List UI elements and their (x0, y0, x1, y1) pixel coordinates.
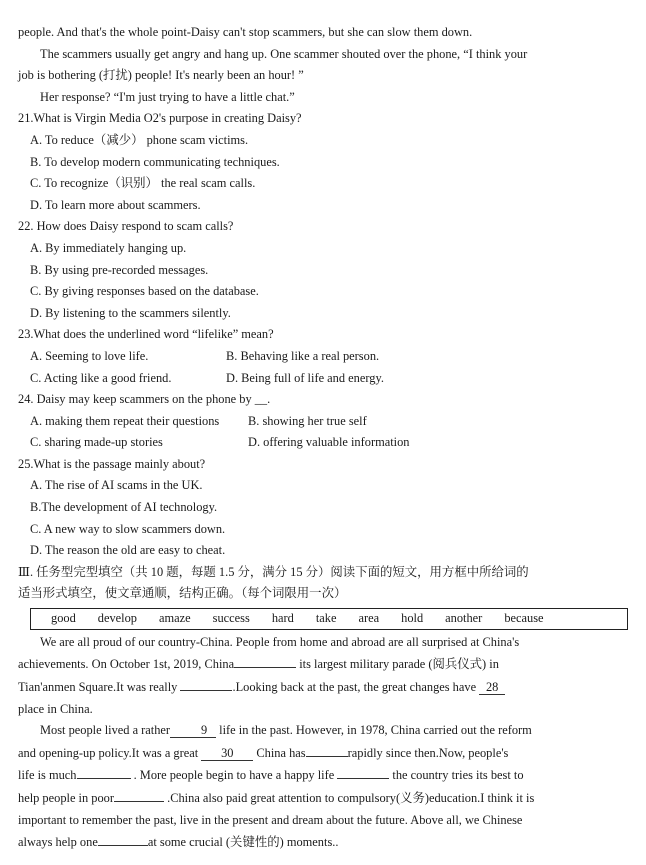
cloze-text: .Looking back at the past, the great changes have (232, 680, 477, 695)
cloze-text: always help one (18, 835, 98, 850)
option-a: A. Seeming to love life. (30, 348, 149, 363)
passage-line: job is bothering (打扰) people! It's nearly been an hour! ” (18, 68, 304, 83)
option-d: D. To learn more about scammers. (30, 197, 201, 212)
word-bank (30, 608, 628, 630)
cloze-line (18, 831, 628, 854)
section-heading: 适当形式填空，使文章通顺，结构正确。（每个词限用一次） (18, 585, 347, 600)
option-d: D. offering valuable information (248, 435, 410, 450)
cloze-text: life is much (18, 768, 77, 783)
cloze-text: the country tries its best to (392, 768, 524, 783)
cloze-line (18, 742, 628, 765)
word-bank-item: hold (401, 611, 424, 626)
cloze-line: place in China. (18, 701, 93, 716)
blank-30: 30 (201, 746, 253, 761)
option-c: C. To recognize（识别） the real scam calls. (30, 176, 256, 191)
blank-26 (234, 653, 296, 668)
cloze-text: life in the past. However, in 1978, China carried out the reform (219, 723, 532, 738)
question-stem: 22. How does Daisy respond to scam calls? (18, 219, 234, 234)
passage-line: people. And that's the whole point-Daisy can't stop scammers, but she can slow them down. (18, 25, 473, 39)
question-25 (18, 454, 628, 562)
cloze-text: and opening-up policy.It was a great (18, 745, 199, 760)
question-23 (18, 324, 628, 389)
option-a: A. The rise of AI scams in the UK. (30, 478, 203, 493)
section-heading: Ⅲ. 任务型完型填空（共 10 题，每题 1.5 分，满分 15 分）阅读下面的短文，用方框中所给词的 (18, 564, 529, 579)
option-a: A. To reduce（减少） phone scam victims. (30, 132, 249, 147)
cloze-text: . More people begin to have a happy life (133, 768, 335, 783)
option-a: A. By immediately hanging up. (30, 240, 187, 255)
cloze-line (18, 720, 628, 742)
option-b: B. To develop modern communicating techniques. (30, 154, 280, 169)
blank-32 (77, 764, 131, 779)
option-a: A. making them repeat their questions (30, 413, 220, 428)
question-24 (18, 389, 628, 454)
option-c: C. Acting like a good friend. (30, 370, 172, 385)
option-b: B. Behaving like a real person. (226, 348, 380, 363)
question-stem: 23.What does the underlined word “lifelike” mean? (18, 327, 274, 342)
blank-28: 28 (479, 680, 505, 695)
cloze-text: .China also paid great attention to compulsory(义务)education.I think it is (167, 791, 535, 805)
word-bank-item: take (315, 611, 337, 626)
option-d: D. The reason the old are easy to cheat. (30, 543, 226, 558)
cloze-line (18, 676, 628, 699)
cloze-text: China has (256, 745, 306, 760)
word-bank-item: success (212, 611, 250, 626)
question-21 (18, 108, 628, 216)
section-3 (18, 562, 628, 630)
cloze-text: Most people lived a rather (40, 723, 171, 738)
option-c: C. sharing made-up stories (30, 435, 163, 450)
cloze-text: its largest military parade (阅兵仪式) in (299, 657, 499, 672)
cloze-text: Tian'anmen Square.It was really (18, 680, 178, 695)
blank-35 (98, 831, 148, 846)
cloze-line: important to remember the past, live in the present and dream about the future. Above all, we Chinese (18, 812, 523, 827)
blank-33 (337, 764, 389, 779)
cloze-line (18, 787, 628, 810)
option-b: B. By using pre-recorded messages. (30, 262, 209, 277)
cloze-text: rapidly since then.Now, people's (347, 745, 509, 760)
passage-line: Her response? “I'm just trying to have a little chat.” (40, 89, 295, 104)
word-bank-item: another (445, 611, 483, 626)
blank-29: 9 (170, 723, 216, 738)
option-b: B. showing her true self (248, 413, 367, 428)
passage-line: The scammers usually get angry and hang up. One scammer shouted over the phone, “I think your (40, 46, 528, 61)
option-c: C. A new way to slow scammers down. (30, 521, 226, 536)
question-stem: 24. Daisy may keep scammers on the phone by __. (18, 392, 271, 407)
cloze-text: achievements. On October 1st, 2019, China (18, 657, 235, 672)
cloze-passage (18, 632, 628, 854)
option-d: D. Being full of life and energy. (226, 370, 384, 385)
blank-27 (180, 676, 232, 691)
cloze-text: help people in poor (18, 791, 115, 805)
cloze-line (18, 764, 628, 787)
option-b: B.The development of AI technology. (30, 500, 218, 515)
question-stem: 25.What is the passage mainly about? (18, 456, 206, 471)
cloze-line: We are all proud of our country-China. People from home and abroad are all surprised at China's (40, 634, 520, 649)
word-bank-item: because (504, 611, 544, 626)
word-bank-item: area (358, 611, 380, 626)
word-bank-item: develop (97, 611, 138, 626)
blank-34 (114, 787, 164, 802)
blank-31 (306, 742, 348, 757)
cloze-line (18, 653, 628, 676)
word-bank-item: hard (271, 611, 294, 626)
question-22 (18, 216, 628, 324)
question-stem: 21.What is Virgin Media O2's purpose in creating Daisy? (18, 111, 302, 126)
cloze-text: at some crucial (关键性的) moments.. (147, 835, 339, 850)
word-bank-item: good (51, 611, 76, 626)
option-c: C. By giving responses based on the database. (30, 284, 259, 299)
passage-end (18, 22, 628, 108)
option-d: D. By listening to the scammers silently. (30, 305, 231, 320)
word-bank-item: amaze (159, 611, 191, 626)
